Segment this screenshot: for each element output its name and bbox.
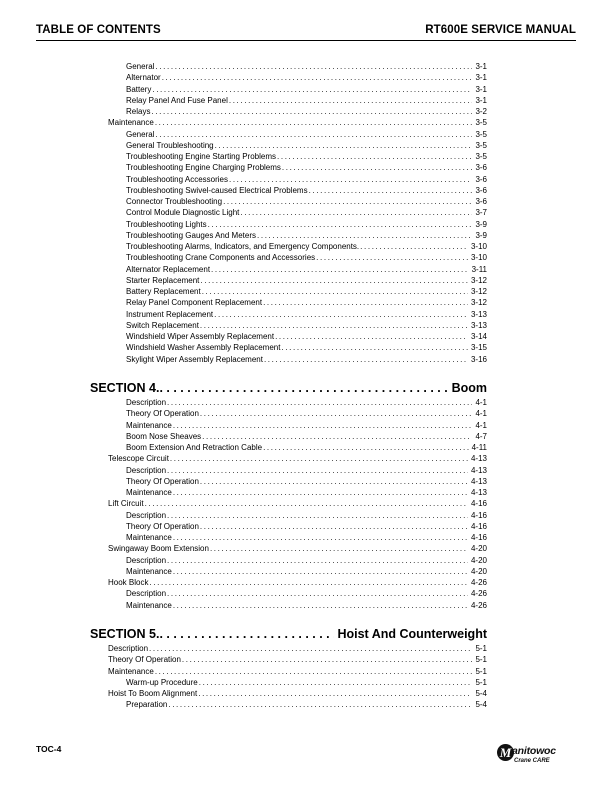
toc-entry-title: Maintenance bbox=[126, 488, 172, 497]
toc-entry-title: Maintenance bbox=[126, 533, 172, 542]
toc-entry[interactable] bbox=[126, 129, 487, 140]
toc-entry-title: Battery Replacement bbox=[126, 287, 201, 296]
toc-entry[interactable] bbox=[126, 230, 487, 241]
toc-entry-page: 3-5 bbox=[475, 152, 487, 161]
manitowoc-logo bbox=[497, 744, 567, 770]
toc-entry-page: 3-16 bbox=[470, 354, 487, 364]
toc-entry-page: 4-1 bbox=[475, 420, 487, 430]
dot-leader bbox=[173, 532, 468, 543]
dot-leader bbox=[167, 397, 472, 408]
dot-leader bbox=[200, 275, 468, 286]
toc-entry[interactable] bbox=[126, 286, 487, 297]
section-heading[interactable] bbox=[90, 626, 487, 642]
toc-entry-page: 3-11 bbox=[471, 264, 487, 274]
toc-entry[interactable] bbox=[126, 297, 487, 308]
dot-leader bbox=[167, 555, 468, 566]
section-label: SECTION 4. bbox=[90, 381, 160, 395]
toc-entry-page: 4-26 bbox=[470, 578, 487, 587]
toc-entry[interactable] bbox=[126, 699, 487, 710]
header-title-right: RT600E SERVICE MANUAL bbox=[425, 24, 576, 36]
toc-entry[interactable] bbox=[126, 532, 487, 543]
toc-entry[interactable] bbox=[126, 354, 487, 365]
toc-entry-title: General Troubleshooting bbox=[126, 140, 214, 150]
section-label: SECTION 5. bbox=[90, 627, 160, 641]
toc-entry-title: Instrument Replacement bbox=[126, 309, 214, 319]
toc-entry-title: Troubleshooting Gauges And Meters bbox=[126, 230, 257, 240]
toc-entry[interactable] bbox=[126, 420, 487, 431]
toc-entry-title: Theory Of Operation bbox=[126, 521, 199, 531]
toc-entry[interactable] bbox=[126, 510, 487, 521]
toc-entry[interactable] bbox=[126, 151, 487, 162]
dot-leader bbox=[198, 688, 472, 699]
toc-entry[interactable] bbox=[108, 654, 487, 665]
toc-entry[interactable] bbox=[108, 543, 487, 554]
toc-entry[interactable] bbox=[108, 643, 487, 654]
dot-leader bbox=[155, 666, 473, 677]
toc-entry[interactable] bbox=[108, 117, 487, 128]
toc-entry-title: Control Module Diagnostic Light bbox=[126, 208, 240, 218]
dot-leader bbox=[168, 699, 472, 710]
dot-leader bbox=[155, 129, 472, 140]
footer-page-number: TOC-4 bbox=[36, 744, 62, 754]
toc-entry-title: Troubleshooting Accessories bbox=[126, 174, 228, 184]
toc-entry-title: Windshield Washer Assembly Replacement bbox=[126, 343, 281, 353]
toc-entry[interactable] bbox=[126, 252, 487, 263]
toc-entry-page: 4-1 bbox=[475, 398, 487, 407]
toc-entry-title: Hoist To Boom Alignment bbox=[108, 689, 198, 698]
toc-entry-title: Description bbox=[126, 589, 167, 599]
toc-entry[interactable] bbox=[126, 397, 487, 408]
toc-entry[interactable] bbox=[126, 442, 487, 453]
toc-entry-page: 3-12 bbox=[470, 275, 487, 285]
toc-entry-title: Description bbox=[126, 398, 167, 407]
logo-mark-icon: M bbox=[497, 744, 514, 761]
toc-entry-title: Troubleshooting Lights bbox=[126, 219, 207, 229]
toc-entry-title: Troubleshooting Swivel-caused Electrical Problems bbox=[126, 185, 308, 195]
toc-entry-page: 3-10 bbox=[470, 242, 487, 251]
dot-leader bbox=[167, 510, 468, 521]
toc-entry-title: Skylight Wiper Assembly Replacement bbox=[126, 354, 263, 364]
dot-leader bbox=[282, 162, 473, 173]
toc-entry[interactable] bbox=[126, 555, 487, 566]
toc-entry[interactable] bbox=[108, 498, 487, 509]
toc-entry[interactable] bbox=[108, 688, 487, 699]
dot-leader bbox=[173, 600, 468, 611]
dot-leader bbox=[173, 420, 473, 431]
toc-entry-page: 3-9 bbox=[475, 230, 487, 240]
toc-entry-page: 5-1 bbox=[475, 644, 487, 653]
toc-entry-page: 3-1 bbox=[475, 62, 487, 71]
toc-entry[interactable] bbox=[126, 566, 487, 577]
toc-entry[interactable] bbox=[126, 465, 487, 476]
dot-leader bbox=[202, 286, 468, 297]
toc-entry[interactable] bbox=[126, 275, 487, 286]
toc-entry-title: Maintenance bbox=[108, 118, 154, 128]
toc-entry-page: 3-14 bbox=[470, 332, 487, 341]
toc-entry-page: 3-15 bbox=[470, 343, 487, 353]
dot-leader bbox=[223, 196, 472, 207]
toc-entry-title: Lift Circuit bbox=[108, 499, 144, 509]
toc-entry-title: Description bbox=[108, 644, 149, 653]
section-heading[interactable] bbox=[90, 380, 487, 396]
dot-leader bbox=[309, 185, 473, 196]
toc-entry-title: Description bbox=[126, 510, 167, 520]
toc-entry[interactable] bbox=[126, 408, 487, 419]
toc-entry[interactable] bbox=[126, 309, 487, 320]
dot-leader bbox=[151, 106, 472, 117]
toc-entry-title: Boom Nose Sheaves bbox=[126, 431, 202, 441]
toc-entry-title: Windshield Wiper Assembly Replacement bbox=[126, 332, 275, 341]
toc-entry[interactable] bbox=[126, 72, 487, 83]
toc-entry-page: 3-12 bbox=[470, 287, 487, 296]
toc-entry-title: Troubleshooting Alarms, Indicators, and Emergency Components. bbox=[126, 242, 360, 251]
toc-entry-title: Relay Panel Component Replacement bbox=[126, 298, 263, 308]
toc-entry-page: 4-13 bbox=[470, 476, 487, 486]
dot-leader bbox=[229, 95, 473, 106]
toc-entry-title: Warm-up Procedure bbox=[126, 677, 198, 687]
dot-leader bbox=[202, 431, 472, 442]
dot-leader bbox=[200, 320, 468, 331]
toc-entry-title: Troubleshooting Crane Components and Accessories bbox=[126, 253, 316, 263]
logo-name: anitowoc bbox=[512, 745, 556, 757]
toc-entry-page: 3-5 bbox=[475, 129, 487, 139]
toc-entry-page: 5-4 bbox=[475, 700, 487, 710]
toc-entry[interactable] bbox=[108, 453, 487, 464]
dot-leader bbox=[215, 140, 473, 151]
dot-leader bbox=[155, 117, 473, 128]
toc-entry-page: 3-1 bbox=[475, 84, 487, 94]
dot-leader bbox=[240, 207, 472, 218]
dot-leader bbox=[214, 309, 468, 320]
dot-leader bbox=[263, 297, 468, 308]
toc-entry-page: 4-26 bbox=[470, 589, 487, 599]
toc-entry-page: 4-1 bbox=[475, 409, 487, 419]
toc-entry[interactable] bbox=[126, 219, 487, 230]
toc-entry-page: 3-6 bbox=[475, 197, 487, 206]
toc-entry-page: 3-6 bbox=[475, 163, 487, 173]
toc-entry-page: 3-13 bbox=[470, 309, 487, 319]
dot-leader bbox=[208, 219, 473, 230]
section-title: Hoist And Counterweight bbox=[337, 627, 487, 641]
toc-entry-page: 5-4 bbox=[475, 689, 487, 698]
toc-entry[interactable] bbox=[126, 207, 487, 218]
toc-entry-title: Alternator bbox=[126, 73, 161, 83]
dot-leader bbox=[170, 453, 468, 464]
dot-leader bbox=[162, 72, 473, 83]
toc-entry-page: 3-5 bbox=[475, 140, 487, 150]
toc-entry[interactable] bbox=[126, 241, 487, 252]
toc-entry-title: General bbox=[126, 129, 155, 139]
toc-entry-title: Maintenance bbox=[108, 666, 154, 676]
toc-entry-page: 3-2 bbox=[475, 107, 487, 116]
toc-entry-page: 4-16 bbox=[470, 533, 487, 542]
toc-entry-page: 4-16 bbox=[470, 510, 487, 520]
toc-entry-title: Connector Troubleshooting bbox=[126, 197, 223, 206]
toc-entry-title: Theory Of Operation bbox=[108, 655, 181, 665]
toc-entry[interactable] bbox=[126, 264, 487, 275]
dot-leader bbox=[211, 264, 469, 275]
toc-entry[interactable] bbox=[126, 331, 487, 342]
toc-entry-title: Switch Replacement bbox=[126, 320, 199, 330]
dot-leader bbox=[264, 354, 468, 365]
toc-entry-page: 4-7 bbox=[475, 431, 487, 441]
toc-entry-page: 4-16 bbox=[470, 499, 487, 509]
dot-leader bbox=[275, 331, 468, 342]
toc-entry-page: 3-1 bbox=[475, 73, 487, 83]
dot-leader bbox=[316, 252, 468, 263]
toc-entry-page: 3-6 bbox=[475, 174, 487, 184]
toc-entry-page: 3-7 bbox=[475, 208, 487, 218]
header-divider bbox=[36, 40, 576, 41]
toc-entry-title: Theory Of Operation bbox=[126, 409, 199, 419]
dot-leader bbox=[173, 566, 468, 577]
toc-entry-page: 4-13 bbox=[470, 488, 487, 497]
toc-entry-page: 4-20 bbox=[470, 555, 487, 565]
toc-entry-title: Alternator Replacement bbox=[126, 264, 211, 274]
toc-entry-page: 4-16 bbox=[470, 521, 487, 531]
toc-entry[interactable] bbox=[126, 174, 487, 185]
toc-entry-page: 3-9 bbox=[475, 219, 487, 229]
dot-leader bbox=[257, 230, 472, 241]
toc-entry-title: Preparation bbox=[126, 700, 168, 710]
toc-entry-title: Battery bbox=[126, 84, 152, 94]
toc-entry-page: 4-11 bbox=[471, 443, 487, 452]
toc-entry[interactable] bbox=[126, 600, 487, 611]
toc-entry-title: Maintenance bbox=[126, 420, 172, 430]
dot-leader bbox=[159, 626, 334, 642]
toc-entry[interactable] bbox=[126, 162, 487, 173]
dot-leader bbox=[182, 654, 473, 665]
toc-entry[interactable] bbox=[126, 431, 487, 442]
dot-leader bbox=[200, 476, 468, 487]
toc-entry-title: Maintenance bbox=[126, 600, 172, 610]
toc-entry[interactable] bbox=[126, 84, 487, 95]
toc-entry-page: 3-5 bbox=[475, 118, 487, 128]
dot-leader bbox=[152, 84, 472, 95]
toc-entry-page: 3-12 bbox=[470, 298, 487, 308]
toc-entry-title: Description bbox=[126, 555, 167, 565]
dot-leader bbox=[159, 380, 448, 396]
dot-leader bbox=[167, 588, 468, 599]
dot-leader bbox=[200, 521, 468, 532]
dot-leader bbox=[210, 543, 468, 554]
toc-entry-title: Troubleshooting Engine Starting Problems bbox=[126, 152, 277, 161]
header-title-left: TABLE OF CONTENTS bbox=[36, 24, 161, 36]
toc-entry[interactable] bbox=[108, 577, 487, 588]
toc-entry-title: Starter Replacement bbox=[126, 275, 200, 285]
section-title: Boom bbox=[451, 381, 487, 395]
toc-entry[interactable] bbox=[126, 320, 487, 331]
toc-entry[interactable] bbox=[126, 196, 487, 207]
toc-entry[interactable] bbox=[126, 476, 487, 487]
toc-entry[interactable] bbox=[126, 487, 487, 498]
toc-entry-page: 4-13 bbox=[470, 454, 487, 464]
toc-entry-title: General bbox=[126, 62, 155, 71]
toc-entry-page: 3-13 bbox=[470, 320, 487, 330]
logo-tagline: Crane CARE bbox=[514, 758, 550, 764]
toc-entry-page: 5-1 bbox=[475, 655, 487, 665]
dot-leader bbox=[277, 151, 472, 162]
toc-entry-page: 5-1 bbox=[475, 666, 487, 676]
toc-entry-title: Description bbox=[126, 465, 167, 475]
toc-entry-page: 5-1 bbox=[475, 677, 487, 687]
dot-leader bbox=[149, 577, 468, 588]
toc-entry[interactable] bbox=[126, 106, 487, 117]
toc-entry-title: Maintenance bbox=[126, 566, 172, 576]
dot-leader bbox=[199, 677, 473, 688]
toc-entry[interactable] bbox=[126, 588, 487, 599]
toc-entry-page: 3-1 bbox=[475, 95, 487, 105]
dot-leader bbox=[155, 61, 472, 72]
dot-leader bbox=[281, 342, 468, 353]
toc-entry-title: Telescope Circuit bbox=[108, 454, 169, 464]
dot-leader bbox=[229, 174, 472, 185]
toc-entry[interactable] bbox=[126, 61, 487, 72]
toc-entry[interactable] bbox=[126, 140, 487, 151]
toc-entry-title: Theory Of Operation bbox=[126, 476, 199, 486]
toc-entry-title: Troubleshooting Engine Charging Problems bbox=[126, 163, 281, 173]
toc-entry-title: Hook Block bbox=[108, 578, 149, 587]
toc-entry-page: 4-20 bbox=[470, 566, 487, 576]
toc-entry[interactable] bbox=[126, 95, 487, 106]
toc-entry[interactable] bbox=[108, 666, 487, 677]
toc-entry[interactable] bbox=[126, 521, 487, 532]
toc-entry-page: 3-6 bbox=[475, 185, 487, 195]
dot-leader bbox=[263, 442, 469, 453]
toc-entry-page: 3-10 bbox=[470, 253, 487, 263]
toc-entry-title: Swingaway Boom Extension bbox=[108, 544, 209, 554]
toc-entry-title: Relay Panel And Fuse Panel bbox=[126, 95, 228, 105]
dot-leader bbox=[200, 408, 473, 419]
dot-leader bbox=[145, 498, 468, 509]
toc-entry[interactable] bbox=[126, 677, 487, 688]
toc-entry-page: 4-13 bbox=[470, 465, 487, 475]
dot-leader bbox=[167, 465, 468, 476]
toc-entry[interactable] bbox=[126, 342, 487, 353]
toc-entry-title: Relays bbox=[126, 107, 151, 116]
toc-entry-title: Boom Extension And Retraction Cable bbox=[126, 443, 263, 452]
toc-entry-page: 4-20 bbox=[470, 544, 487, 554]
toc-entry-page: 4-26 bbox=[470, 600, 487, 610]
toc-entry[interactable] bbox=[126, 185, 487, 196]
dot-leader bbox=[173, 487, 468, 498]
dot-leader bbox=[149, 643, 472, 654]
dot-leader bbox=[360, 241, 468, 252]
